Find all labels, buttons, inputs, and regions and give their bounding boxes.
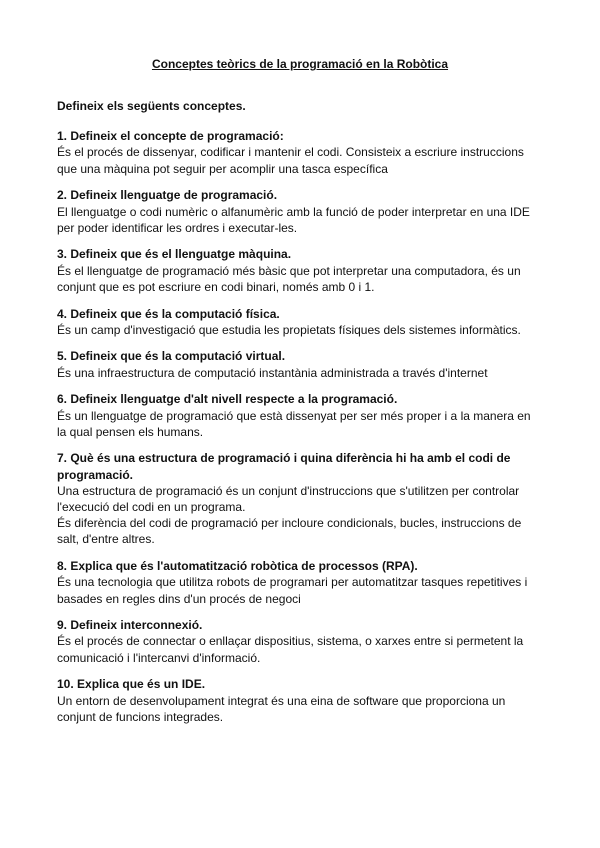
question-heading [57, 617, 557, 633]
heading-line: 2. Defineix llenguatge de programació. [57, 188, 278, 203]
answer-line: És una tecnologia que utilitza robots de programari per automatitzar tasques repetitives i [57, 575, 528, 590]
answer-line: conjunt de funcions integrades. [57, 709, 224, 724]
answer-text [57, 263, 557, 295]
answer-line: És un llenguatge de programació que està dissenyat per ser més proper i a la manera en [57, 408, 531, 423]
answer-text [57, 408, 557, 440]
question-heading [57, 676, 557, 692]
heading-line: 8. Explica que és l'automatització robòtica de processos (RPA). [57, 559, 418, 574]
document-title: Conceptes teòrics de la programació en la Robòtica [151, 57, 449, 71]
heading-line: 5. Defineix que és la computació virtual. [57, 349, 286, 364]
heading-line: 6. Defineix llenguatge d'alt nivell respecte a la programació. [57, 392, 398, 407]
question-heading [57, 306, 557, 322]
answer-line: És un camp d'investigació que estudia les propietats físiques dels sistemes informàtics. [57, 322, 521, 337]
question-heading [57, 450, 557, 482]
answer-line: Un entorn de desenvolupament integrat és una eina de software que proporciona un [57, 693, 506, 708]
answer-line: És el llenguatge de programació més bàsic que pot interpretar una computadora, és un [57, 263, 521, 278]
answer-text [57, 693, 557, 725]
answer-line: És el procés de connectar o enllaçar dispositius, sistema, o xarxes entre si permetent la [57, 634, 524, 649]
answer-text [57, 574, 557, 606]
heading-line: programació. [57, 467, 134, 482]
question-heading [57, 348, 557, 364]
question-8 [57, 558, 557, 607]
question-6 [57, 391, 557, 440]
answer-line: per poder identificar les ordres i executar-les. [57, 220, 298, 235]
question-10 [57, 676, 557, 725]
question-heading [57, 391, 557, 407]
heading-line: 9. Defineix interconnexió. [57, 618, 203, 633]
heading-line: 3. Defineix que és el llenguatge màquina. [57, 247, 292, 262]
question-9 [57, 617, 557, 666]
document-body [57, 98, 557, 736]
question-7 [57, 450, 557, 547]
question-heading [57, 246, 557, 262]
question-2 [57, 187, 557, 236]
answer-text [57, 322, 557, 338]
answer-line: Una estructura de programació és un conjunt d'instruccions que s'utilitzen per controlar [57, 483, 520, 498]
answer-line: conjunt que es pot escriure en codi binari, només amb 0 i 1. [57, 279, 375, 294]
answer-line: És el procés de dissenyar, codificar i mantenir el codi. Consisteix a escriure instruccions [57, 145, 524, 160]
heading-line: 7. Què és una estructura de programació i quina diferència hi ha amb el codi de [57, 451, 511, 466]
question-heading [57, 128, 557, 144]
heading-line: 10. Explica que és un IDE. [57, 677, 206, 692]
answer-line: comunicació i l'intercanvi d'informació. [57, 650, 261, 665]
question-4 [57, 306, 557, 338]
answer-text [57, 144, 557, 176]
answer-line: salt, d'entre altres. [57, 532, 155, 547]
answer-line: El llenguatge o codi numèric o alfanumèric amb la funció de poder interpretar en una IDE [57, 204, 530, 219]
answer-text [57, 633, 557, 665]
question-5 [57, 348, 557, 380]
answer-line: És diferència del codi de programació per incloure condicionals, bucles, instruccions de [57, 516, 522, 531]
answer-text [57, 483, 557, 548]
answer-line: És una infraestructura de computació instantània administrada a través d'internet [57, 365, 488, 380]
question-3 [57, 246, 557, 295]
question-heading [57, 558, 557, 574]
answer-line: basades en regles dins d'un procés de negoci [57, 591, 301, 606]
intro-text: Defineix els següents conceptes. [57, 99, 246, 113]
answer-line: la qual pensen els humans. [57, 424, 204, 439]
answer-line: l'execució del codi en un programa. [57, 500, 246, 515]
question-heading [57, 187, 557, 203]
answer-text [57, 204, 557, 236]
heading-line: 1. Defineix el concepte de programació: [57, 129, 284, 144]
answer-line: que una màquina pot seguir per acomplir una tasca específica [57, 161, 388, 176]
heading-line: 4. Defineix que és la computació física. [57, 306, 280, 321]
question-1 [57, 128, 557, 177]
answer-text [57, 365, 557, 381]
